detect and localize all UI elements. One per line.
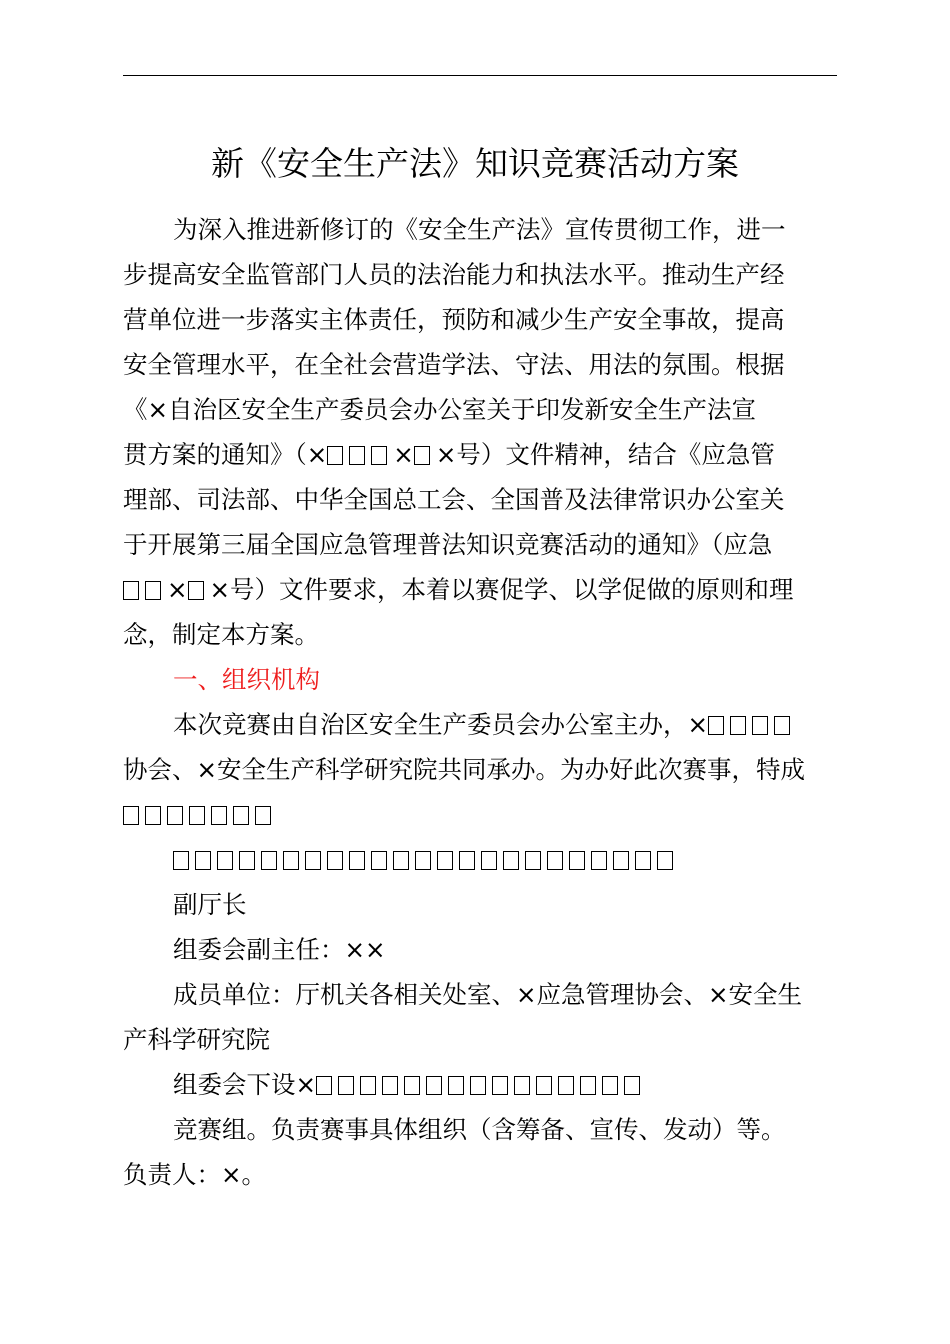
- missing-glyph: [167, 806, 183, 825]
- missing-glyph: [730, 716, 746, 735]
- missing-glyph: [613, 851, 629, 870]
- missing-glyph: [349, 851, 365, 870]
- paragraph-line: 为深入推进新修订的《安全生产法》宣传贯彻工作，进一: [173, 215, 786, 244]
- missing-glyph: [360, 1076, 376, 1095]
- section-heading: 一、组织机构: [173, 665, 320, 694]
- missing-glyph: [525, 851, 541, 870]
- missing-glyph: [514, 1076, 530, 1095]
- missing-glyph: [503, 851, 519, 870]
- missing-glyph: [415, 851, 431, 870]
- paragraph-line: 《×自治区安全生产委员会办公室关于印发新安全生产法宣: [123, 395, 757, 424]
- paragraph-line: [173, 709, 796, 741]
- missing-glyph: [635, 851, 651, 870]
- missing-glyph: [382, 1076, 398, 1095]
- vice-chair-line: 组委会副主任：××: [173, 935, 386, 964]
- missing-glyph: [426, 1076, 442, 1095]
- missing-glyph: [393, 851, 409, 870]
- missing-glyph: [481, 851, 497, 870]
- paragraph-line: 理部、司法部、中华全国总工会、全国普及法律常识办公室关: [123, 485, 785, 514]
- missing-glyph: [752, 716, 768, 735]
- paragraph-line: [123, 439, 775, 471]
- members-line: 产科学研究院: [123, 1025, 270, 1054]
- text-run: 组委会下设×: [173, 1070, 317, 1099]
- missing-glyph: [414, 446, 430, 465]
- paragraph-line: 念，制定本方案。: [123, 620, 319, 649]
- missing-glyph: [591, 851, 607, 870]
- missing-glyph: [188, 581, 204, 600]
- missing-glyph: [470, 1076, 486, 1095]
- text-run: ×: [167, 575, 188, 604]
- missing-glyph: [123, 806, 139, 825]
- missing-glyph: [459, 851, 475, 870]
- missing-glyph: [123, 581, 139, 600]
- members-line: 成员单位：厅机关各相关处室、×应急管理协会、×安全生: [173, 980, 803, 1009]
- missing-glyph: [261, 851, 277, 870]
- missing-glyph: [536, 1076, 552, 1095]
- missing-glyph: [558, 1076, 574, 1095]
- text-run: ×号）文件精神，结合《应急管: [435, 440, 775, 469]
- missing-glyph: [580, 1076, 596, 1095]
- text-run: 本次竞赛由自治区安全生产委员会办公室主办，×: [173, 710, 709, 739]
- missing-glyph-line: [173, 844, 679, 876]
- missing-glyph: [255, 806, 271, 825]
- missing-glyph: [624, 1076, 640, 1095]
- committee-line: [173, 1069, 646, 1101]
- missing-glyph: [189, 806, 205, 825]
- text-run: 贯方案的通知》（×: [123, 440, 328, 469]
- missing-glyph: [195, 851, 211, 870]
- missing-glyph: [283, 851, 299, 870]
- missing-glyph: [371, 446, 387, 465]
- missing-glyph: [437, 851, 453, 870]
- missing-glyph: [602, 1076, 618, 1095]
- missing-glyph: [448, 1076, 464, 1095]
- paragraph-line: 协会、×安全生产科学研究院共同承办。为办好此次赛事，特成: [123, 755, 806, 784]
- text-run: ×: [393, 440, 414, 469]
- missing-glyph: [371, 851, 387, 870]
- missing-glyph: [492, 1076, 508, 1095]
- missing-glyph: [239, 851, 255, 870]
- missing-glyph: [233, 806, 249, 825]
- missing-glyph: [327, 851, 343, 870]
- paragraph-line: 步提高安全监管部门人员的法治能力和执法水平。推动生产经: [123, 260, 785, 289]
- missing-glyph: [569, 851, 585, 870]
- missing-glyph: [145, 806, 161, 825]
- paragraph-line: 营单位进一步落实主体责任，预防和减少生产安全事故，提高: [123, 305, 785, 334]
- missing-glyph: [404, 1076, 420, 1095]
- missing-glyph: [145, 581, 161, 600]
- text-run: ×号）文件要求，本着以赛促学、以学促做的原则和理: [209, 575, 794, 604]
- responsible-line: 负责人：×。: [123, 1160, 267, 1189]
- missing-glyph: [547, 851, 563, 870]
- missing-glyph: [657, 851, 673, 870]
- paragraph-line: [123, 799, 277, 831]
- header-rule: [123, 75, 837, 76]
- missing-glyph: [305, 851, 321, 870]
- missing-glyph: [217, 851, 233, 870]
- missing-glyph: [708, 716, 724, 735]
- paragraph-line: [123, 574, 794, 606]
- paragraph-line: 安全管理水平，在全社会营造学法、守法、用法的氛围。根据: [123, 350, 785, 379]
- deputy-director-line: 副厅长: [173, 890, 247, 919]
- missing-glyph: [211, 806, 227, 825]
- missing-glyph: [173, 851, 189, 870]
- paragraph-line: 于开展第三届全国应急管理普法知识竞赛活动的通知》（应急: [123, 530, 773, 559]
- missing-glyph: [349, 446, 365, 465]
- competition-group-line: 竞赛组。负责赛事具体组织（含筹备、宣传、发动）等。: [173, 1115, 786, 1144]
- document-title: 新《安全生产法》知识竞赛活动方案: [211, 144, 739, 183]
- missing-glyph: [327, 446, 343, 465]
- missing-glyph: [338, 1076, 354, 1095]
- missing-glyph: [774, 716, 790, 735]
- missing-glyph: [316, 1076, 332, 1095]
